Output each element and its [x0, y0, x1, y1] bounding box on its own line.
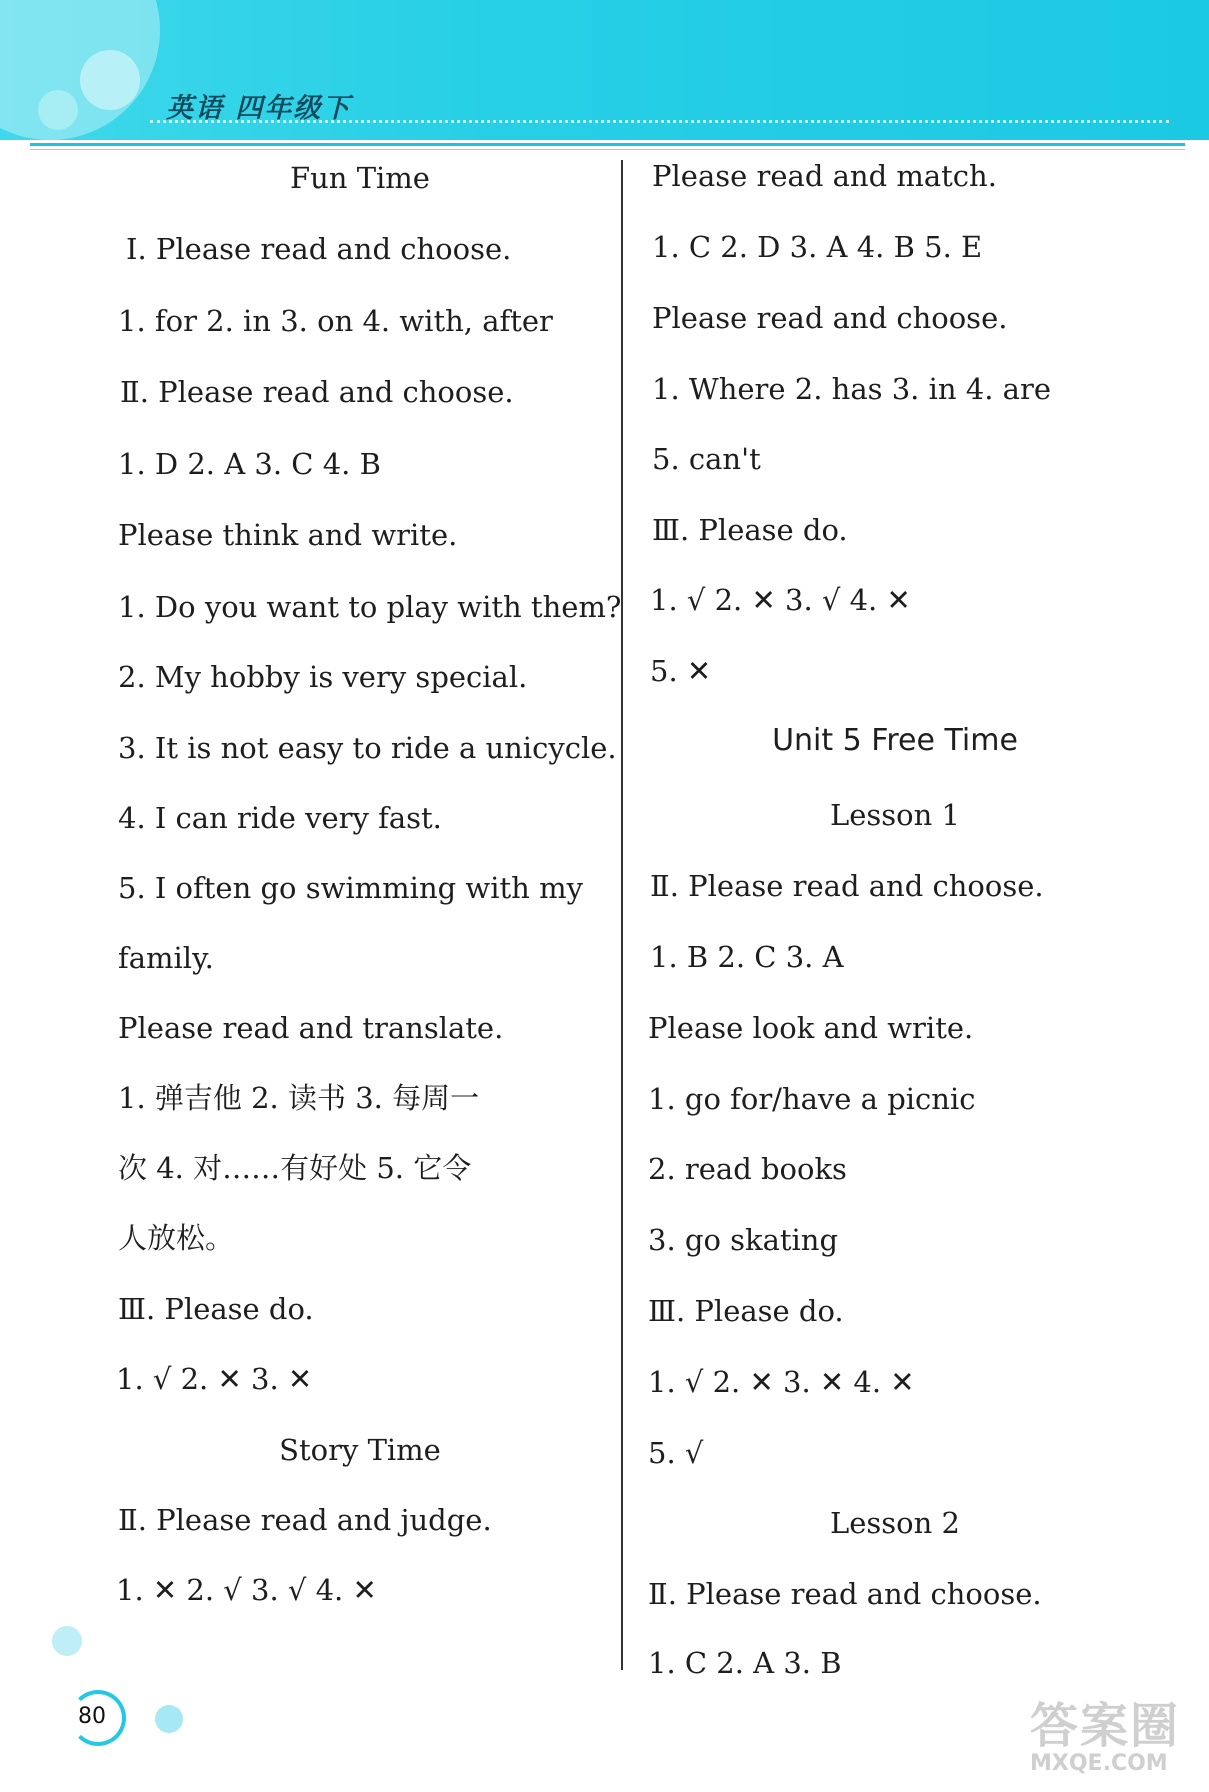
left-line-l1: Fun Time: [290, 161, 430, 195]
right-line-r17: Ⅲ. Please do.: [648, 1294, 844, 1328]
right-line-r7: 1. √ 2. ✕ 3. √ 4. ✕: [650, 583, 911, 617]
watermark-url: MXQE.COM: [1030, 1751, 1168, 1776]
right-line-r3: Please read and choose.: [652, 301, 1008, 335]
left-line-l12: family.: [118, 941, 214, 975]
decor-bubble: [80, 50, 140, 110]
left-line-l6: Please think and write.: [118, 518, 458, 552]
watermark: [1030, 1700, 1200, 1780]
right-line-r12: 1. B 2. C 3. A: [650, 940, 844, 974]
decor-dot: [155, 1705, 183, 1733]
right-line-r15: 2. read books: [648, 1152, 847, 1186]
left-line-l5: 1. D 2. A 3. C 4. B: [118, 447, 381, 481]
page-number: 80: [78, 1704, 106, 1729]
right-line-r10: Lesson 1: [830, 798, 960, 832]
right-line-r9: Unit 5 Free Time: [772, 723, 1018, 758]
watermark-logo: 答案圈: [1030, 1698, 1181, 1754]
right-line-r18: 1. √ 2. ✕ 3. ✕ 4. ✕: [648, 1365, 915, 1399]
right-line-r8: 5. ✕: [650, 654, 712, 688]
left-line-l18: 1. √ 2. ✕ 3. ✕: [116, 1362, 313, 1396]
right-line-r19: 5. √: [648, 1436, 704, 1470]
left-line-l15: 次 4. 对……有好处 5. 它令: [118, 1151, 472, 1185]
right-line-r11: Ⅱ. Please read and choose.: [650, 869, 1044, 903]
left-line-l13: Please read and translate.: [118, 1011, 504, 1045]
header-rule-thin: [30, 149, 1185, 150]
left-line-l11: 5. I often go swimming with my: [118, 871, 583, 905]
left-line-l9: 3. It is not easy to ride a unicycle.: [118, 731, 617, 765]
left-line-l21: 1. ✕ 2. √ 3. √ 4. ✕: [116, 1573, 377, 1607]
right-line-r13: Please look and write.: [648, 1011, 974, 1045]
decor-dot: [52, 1626, 82, 1656]
right-line-r20: Lesson 2: [830, 1506, 960, 1540]
page-header: [0, 0, 1209, 140]
right-line-r16: 3. go skating: [648, 1223, 839, 1257]
left-line-l14: 1. 弹吉他 2. 读书 3. 每周一: [118, 1081, 480, 1115]
left-line-l7: 1. Do you want to play with them?: [118, 590, 622, 624]
right-line-r5: 5. can't: [652, 442, 761, 476]
left-line-l8: 2. My hobby is very special.: [118, 660, 528, 694]
left-line-l2: Ⅰ. Please read and choose.: [126, 232, 512, 266]
left-line-l17: Ⅲ. Please do.: [118, 1292, 314, 1326]
left-line-l16: 人放松。: [118, 1221, 235, 1255]
left-line-l20: Ⅱ. Please read and judge.: [118, 1503, 492, 1537]
right-line-r21: Ⅱ. Please read and choose.: [648, 1577, 1042, 1611]
right-line-r14: 1. go for/have a picnic: [648, 1082, 976, 1116]
right-line-r22: 1. C 2. A 3. B: [648, 1646, 842, 1680]
left-line-l3: 1. for 2. in 3. on 4. with, after: [118, 304, 553, 338]
right-line-r4: 1. Where 2. has 3. in 4. are: [652, 372, 1051, 406]
right-line-r6: Ⅲ. Please do.: [652, 513, 848, 547]
book-title: 英语 四年级下: [166, 93, 352, 124]
left-line-l19: Story Time: [279, 1433, 441, 1467]
left-line-l4: Ⅱ. Please read and choose.: [120, 375, 514, 409]
right-line-r1: Please read and match.: [652, 159, 997, 193]
left-line-l10: 4. I can ride very fast.: [118, 801, 442, 835]
column-divider: [621, 160, 623, 1670]
header-rule: [30, 143, 1185, 146]
decor-bubble: [38, 90, 78, 130]
right-line-r2: 1. C 2. D 3. A 4. B 5. E: [652, 230, 983, 264]
